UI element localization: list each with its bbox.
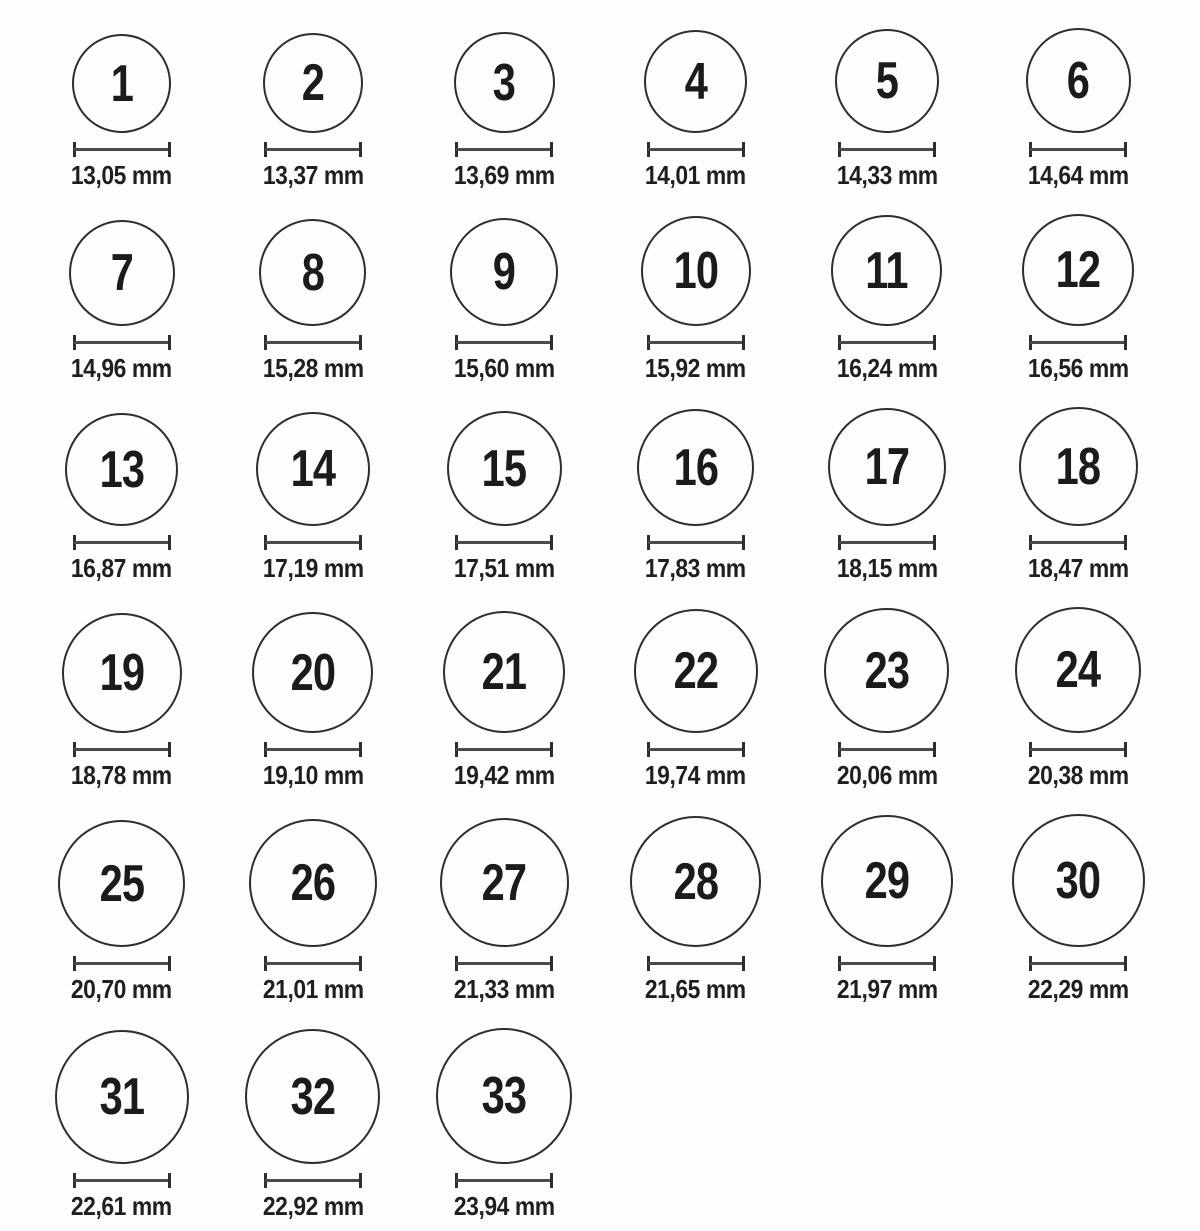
diameter-measure-line (455, 335, 553, 350)
ring-size-number: 26 (290, 854, 336, 912)
ring-size-number: 31 (99, 1068, 144, 1126)
measure-right-tick (933, 535, 936, 550)
diameter-measure-line (1029, 535, 1127, 550)
diameter-label: 20,70 mm (71, 974, 173, 1004)
measure-right-tick (1124, 742, 1127, 757)
measure-bar (265, 148, 361, 151)
diameter-label: 17,19 mm (262, 553, 364, 583)
ring-size-cell (409, 1028, 600, 1221)
ring-size-number: 33 (481, 1067, 527, 1125)
diameter-measure-line (455, 956, 553, 971)
measure-bar (1030, 341, 1126, 344)
ring-size-number: 7 (110, 244, 133, 302)
diameter-measure-line (838, 535, 936, 550)
ring-size-number: 2 (301, 54, 325, 112)
ring-circle (249, 819, 377, 947)
measure-right-tick (550, 1173, 553, 1188)
diameter-measure-line (264, 956, 362, 971)
diameter-label: 22,61 mm (71, 1191, 173, 1221)
diameter-measure-line (455, 142, 553, 157)
measure-bar (839, 962, 935, 965)
ring-size-number: 3 (493, 53, 516, 112)
ring-size-cell (26, 814, 217, 1004)
ring-size-number: 8 (301, 243, 325, 302)
measure-right-tick (742, 535, 745, 550)
ring-size-number: 20 (290, 643, 336, 702)
measure-bar (456, 541, 552, 544)
ring-size-cell (600, 407, 791, 583)
ring-circle (443, 611, 565, 733)
measure-right-tick (550, 335, 553, 350)
ring-size-number: 29 (864, 852, 910, 910)
measure-right-tick (359, 535, 362, 550)
diameter-label: 19,42 mm (453, 760, 555, 790)
measure-bar (456, 1179, 552, 1182)
measure-bar (265, 1179, 361, 1182)
ring-size-number: 27 (481, 853, 527, 912)
ring-size-number: 12 (1055, 241, 1101, 299)
measure-bar (839, 748, 935, 751)
measure-bar (648, 962, 744, 965)
measure-right-tick (359, 335, 362, 350)
ring-size-number: 32 (290, 1067, 336, 1126)
measure-bar (648, 541, 744, 544)
diameter-measure-line (73, 535, 171, 550)
measure-right-tick (168, 142, 171, 157)
ring-size-number: 13 (99, 440, 144, 499)
diameter-label: 18,47 mm (1027, 553, 1129, 583)
diameter-label: 18,78 mm (71, 760, 173, 790)
diameter-measure-line (647, 956, 745, 971)
ring-circle (450, 218, 558, 326)
ring-size-cell (217, 1028, 408, 1221)
measure-bar (265, 541, 361, 544)
ring-size-cell (983, 407, 1174, 583)
ring-size-cell (983, 214, 1174, 383)
ring-circle (65, 413, 178, 526)
ring-size-cell (791, 407, 982, 583)
diameter-label: 18,15 mm (836, 553, 938, 583)
measure-right-tick (168, 1173, 171, 1188)
ring-circle (62, 613, 182, 733)
ring-circle (1019, 407, 1138, 526)
ring-circle (58, 820, 185, 947)
ring-size-cell (409, 814, 600, 1004)
diameter-label: 23,94 mm (453, 1191, 555, 1221)
diameter-measure-line (73, 742, 171, 757)
measure-right-tick (933, 956, 936, 971)
diameter-label: 14,64 mm (1027, 160, 1129, 190)
ring-circle (1022, 214, 1134, 326)
diameter-label: 14,96 mm (71, 353, 173, 383)
diameter-measure-line (73, 1173, 171, 1188)
ring-size-cell (791, 607, 982, 790)
measure-right-tick (168, 742, 171, 757)
measure-right-tick (168, 535, 171, 550)
diameter-label: 16,87 mm (71, 553, 173, 583)
ring-size-cell (983, 28, 1174, 190)
ring-circle (821, 815, 953, 947)
measure-bar (839, 148, 935, 151)
measure-bar (648, 341, 744, 344)
ring-size-cell (26, 1028, 217, 1221)
ring-size-number: 25 (99, 854, 144, 913)
diameter-measure-line (647, 335, 745, 350)
measure-right-tick (168, 335, 171, 350)
measure-bar (1030, 541, 1126, 544)
diameter-label: 21,97 mm (836, 974, 938, 1004)
ring-circle (630, 816, 761, 947)
measure-bar (74, 541, 170, 544)
ring-size-cell (791, 28, 982, 190)
diameter-label: 13,69 mm (453, 160, 555, 190)
diameter-label: 13,37 mm (262, 160, 364, 190)
diameter-label: 14,33 mm (836, 160, 938, 190)
diameter-label: 15,92 mm (645, 353, 747, 383)
measure-bar (265, 341, 361, 344)
ring-circle (1012, 814, 1145, 947)
ring-size-cell (217, 407, 408, 583)
diameter-label: 22,92 mm (262, 1191, 364, 1221)
ring-size-cell (983, 607, 1174, 790)
measure-right-tick (742, 742, 745, 757)
diameter-measure-line (838, 956, 936, 971)
ring-size-cell (26, 28, 217, 190)
ring-size-number: 21 (481, 643, 527, 701)
ring-circle (835, 29, 939, 133)
diameter-measure-line (455, 742, 553, 757)
ring-circle (436, 1028, 572, 1164)
measure-right-tick (168, 956, 171, 971)
ring-size-cell (217, 28, 408, 190)
ring-circle (263, 33, 363, 133)
diameter-label: 19,10 mm (262, 760, 364, 790)
measure-bar (265, 962, 361, 965)
ring-size-number: 15 (481, 439, 527, 498)
measure-bar (839, 341, 935, 344)
diameter-measure-line (73, 956, 171, 971)
measure-right-tick (359, 142, 362, 157)
ring-circle (828, 408, 946, 526)
ring-size-number: 23 (864, 641, 910, 700)
measure-right-tick (550, 142, 553, 157)
measure-bar (1030, 148, 1126, 151)
measure-right-tick (742, 142, 745, 157)
ring-circle (72, 34, 171, 133)
diameter-label: 22,29 mm (1027, 974, 1129, 1004)
measure-bar (456, 962, 552, 965)
ring-circle (440, 818, 569, 947)
ring-circle (245, 1029, 380, 1164)
ring-circle (69, 220, 175, 326)
ring-circle (454, 32, 555, 133)
diameter-label: 16,24 mm (836, 353, 938, 383)
measure-right-tick (359, 956, 362, 971)
diameter-measure-line (455, 1173, 553, 1188)
measure-bar (74, 1179, 170, 1182)
ring-size-cell (217, 814, 408, 1004)
measure-right-tick (550, 535, 553, 550)
diameter-measure-line (264, 742, 362, 757)
ring-size-cell (983, 814, 1174, 1004)
ring-size-number: 1 (110, 54, 133, 113)
diameter-measure-line (838, 742, 936, 757)
ring-circle (634, 609, 758, 733)
measure-bar (648, 148, 744, 151)
measure-right-tick (933, 742, 936, 757)
measure-right-tick (1124, 956, 1127, 971)
measure-bar (265, 748, 361, 751)
diameter-label: 17,83 mm (645, 553, 747, 583)
ring-size-cell (600, 214, 791, 383)
diameter-measure-line (73, 142, 171, 157)
ring-size-cell (791, 214, 982, 383)
measure-bar (839, 541, 935, 544)
ring-size-cell (217, 607, 408, 790)
ring-size-number: 5 (875, 52, 899, 110)
diameter-label: 19,74 mm (645, 760, 747, 790)
ring-circle (256, 412, 370, 526)
ring-size-cell (409, 407, 600, 583)
ring-size-cell (600, 28, 791, 190)
ring-circle (447, 411, 562, 526)
ring-size-cell (409, 28, 600, 190)
measure-right-tick (359, 1173, 362, 1188)
ring-size-number: 19 (99, 644, 144, 702)
measure-right-tick (933, 335, 936, 350)
measure-bar (74, 962, 170, 965)
measure-bar (74, 748, 170, 751)
diameter-measure-line (647, 535, 745, 550)
diameter-label: 17,51 mm (453, 553, 555, 583)
diameter-measure-line (1029, 335, 1127, 350)
measure-right-tick (742, 335, 745, 350)
ring-size-cell (26, 607, 217, 790)
ring-size-cell (26, 407, 217, 583)
measure-right-tick (359, 742, 362, 757)
ring-size-cell (600, 607, 791, 790)
measure-right-tick (742, 956, 745, 971)
diameter-measure-line (838, 335, 936, 350)
diameter-measure-line (647, 742, 745, 757)
ring-size-cell (26, 214, 217, 383)
ring-size-number: 30 (1055, 851, 1101, 910)
ring-size-number: 10 (673, 242, 718, 300)
ring-circle (644, 30, 747, 133)
measure-right-tick (550, 956, 553, 971)
measure-bar (456, 341, 552, 344)
diameter-label: 16,56 mm (1027, 353, 1129, 383)
ring-size-cell (409, 214, 600, 383)
diameter-measure-line (264, 142, 362, 157)
measure-bar (456, 748, 552, 751)
ring-circle (1026, 28, 1131, 133)
ring-circle (1015, 607, 1141, 733)
measure-right-tick (1124, 142, 1127, 157)
diameter-measure-line (1029, 956, 1127, 971)
measure-bar (74, 148, 170, 151)
ring-circle (252, 612, 373, 733)
ring-size-number: 4 (684, 52, 707, 111)
ring-size-number: 28 (673, 852, 718, 911)
diameter-measure-line (264, 535, 362, 550)
diameter-measure-line (1029, 742, 1127, 757)
ring-size-number: 9 (493, 243, 516, 301)
measure-right-tick (550, 742, 553, 757)
ring-size-number: 6 (1067, 51, 1090, 110)
measure-bar (1030, 748, 1126, 751)
ring-size-number: 24 (1055, 641, 1101, 699)
ring-circle (824, 608, 949, 733)
measure-bar (74, 341, 170, 344)
diameter-measure-line (455, 535, 553, 550)
ring-size-number: 18 (1055, 437, 1101, 496)
measure-right-tick (933, 142, 936, 157)
diameter-label: 21,33 mm (453, 974, 555, 1004)
measure-bar (648, 748, 744, 751)
diameter-label: 20,06 mm (836, 760, 938, 790)
ring-circle (831, 215, 942, 326)
ring-size-number: 17 (864, 438, 910, 496)
diameter-label: 20,38 mm (1027, 760, 1129, 790)
measure-bar (1030, 962, 1126, 965)
diameter-measure-line (838, 142, 936, 157)
measure-right-tick (1124, 535, 1127, 550)
diameter-label: 21,65 mm (645, 974, 747, 1004)
ring-circle (641, 216, 751, 326)
ring-circle (637, 409, 754, 526)
diameter-measure-line (1029, 142, 1127, 157)
diameter-label: 21,01 mm (262, 974, 364, 1004)
diameter-label: 13,05 mm (71, 160, 173, 190)
diameter-label: 15,60 mm (453, 353, 555, 383)
diameter-measure-line (264, 335, 362, 350)
ring-size-number: 22 (673, 642, 718, 700)
ring-size-number: 11 (865, 241, 909, 300)
ring-circle (55, 1030, 189, 1164)
diameter-measure-line (647, 142, 745, 157)
ring-size-number: 16 (673, 438, 718, 497)
measure-right-tick (1124, 335, 1127, 350)
diameter-label: 14,01 mm (645, 160, 747, 190)
ring-size-cell (217, 214, 408, 383)
diameter-label: 15,28 mm (262, 353, 364, 383)
ring-size-number: 14 (290, 440, 336, 498)
measure-bar (456, 148, 552, 151)
ring-size-cell (600, 814, 791, 1004)
ring-size-cell (791, 814, 982, 1004)
ring-circle (259, 219, 366, 326)
ring-size-cell (409, 607, 600, 790)
diameter-measure-line (264, 1173, 362, 1188)
diameter-measure-line (73, 335, 171, 350)
